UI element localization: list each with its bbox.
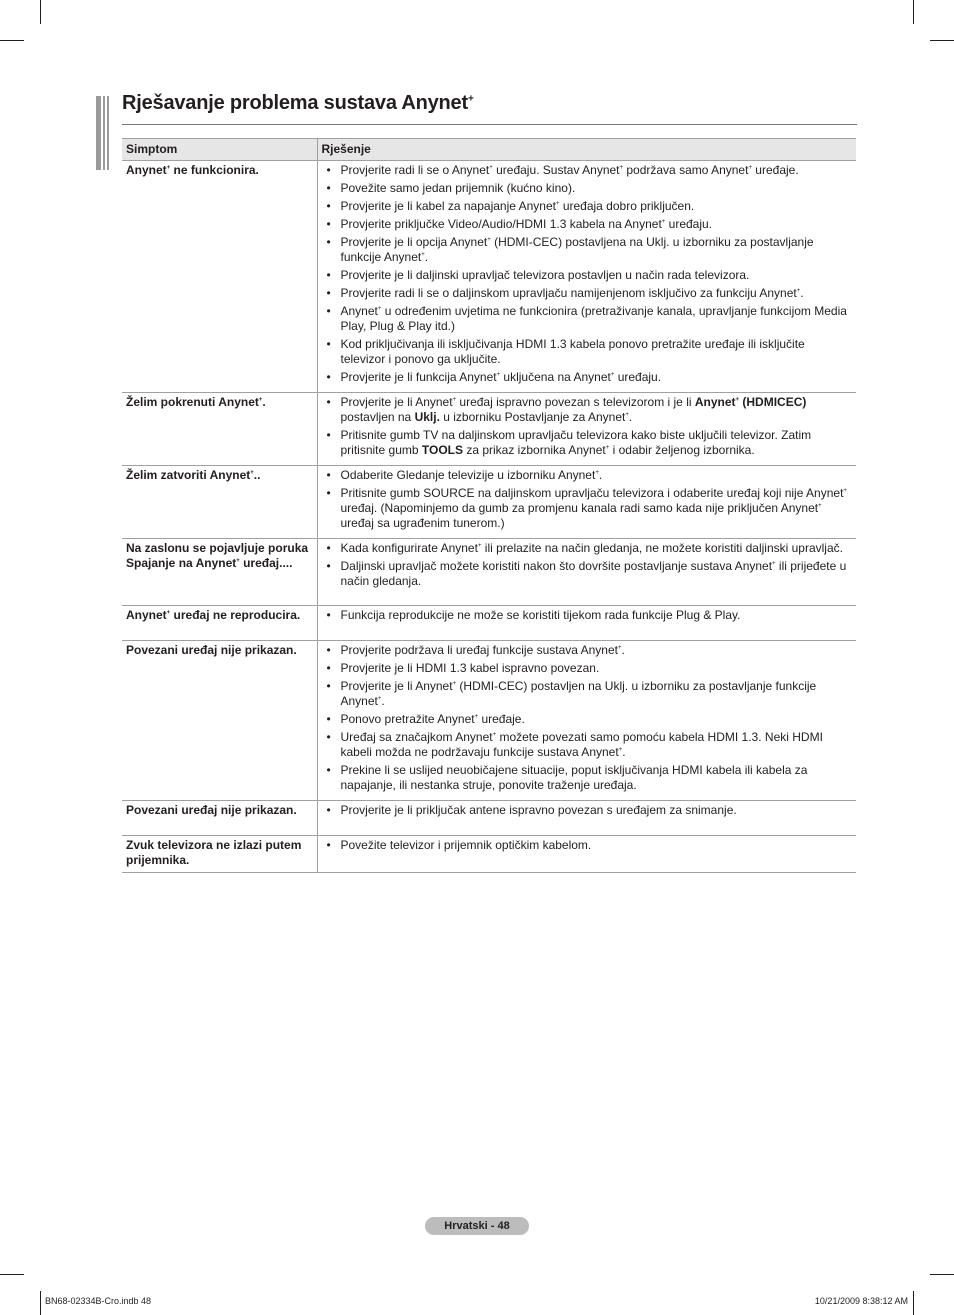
crop-mark (0, 40, 24, 41)
decor-bar (107, 96, 109, 170)
solution-cell (317, 161, 856, 393)
superscript-plus: + (236, 558, 240, 564)
page-title (122, 92, 474, 115)
solution-cell (317, 393, 856, 466)
bold-term: TOOLS (421, 443, 463, 457)
crop-mark (930, 1274, 954, 1275)
superscript-plus: + (617, 645, 622, 651)
column-header-symptom: Simptom (122, 139, 317, 161)
superscript-plus: + (377, 306, 382, 312)
table-row (122, 539, 856, 606)
solution-list (322, 468, 853, 531)
solution-item: • Ponovo pretražite Anynet+ uređaje. (322, 712, 853, 727)
superscript-plus: + (625, 412, 629, 418)
solution-item: • Provjerite je li HDMI 1.3 kabel ispravno povezan. (322, 661, 853, 676)
superscript-plus: + (452, 681, 457, 687)
column-header-solution: Rješenje (317, 139, 856, 161)
solution-item: • Daljinski upravljač možete koristiti nakon što dovršite postavljanje sustava Anynet+ ili prijeđete u način gledanja. (322, 559, 853, 589)
solution-list (322, 395, 853, 458)
solution-item: • Provjerite podržava li uređaj funkcije sustava Anynet+. (322, 643, 853, 658)
crop-mark (0, 1274, 24, 1275)
solution-item: • Anynet+ u određenim uvjetima ne funkcionira (pretraživanje kanala, upravljanje funkcijom Media Play, Plug & Play itd.) (322, 304, 853, 334)
table-row (122, 801, 856, 836)
solution-cell (317, 606, 856, 641)
troubleshooting-table (122, 138, 856, 873)
page-title-text: Rješavanje problema sustava Anynet (122, 92, 468, 114)
superscript-plus: + (772, 561, 776, 567)
solution-cell (317, 466, 856, 539)
table-row (122, 606, 856, 641)
footer-file-info: BN68-02334B-Cro.indb 48 (45, 1296, 152, 1306)
solution-item: • Pritisnite gumb TV na daljinskom upravljaču televizora kako biste uključili televizor. Zatim pritisnite gumb TOOLS za prikaz izbornika Anynet+ i odabir željenog izbornika. (322, 428, 853, 458)
bold-term: Uklj. (414, 410, 440, 424)
solution-list (322, 608, 853, 623)
decor-bar (96, 96, 101, 170)
solution-item: • Kod priključivanja ili isključivanja HDMI 1.3 kabela ponovo pretražite uređaje ili isključite televizor i ponovo ga uključite. (322, 337, 853, 367)
superscript-plus: + (661, 219, 666, 225)
superscript-plus: + (619, 165, 624, 171)
symptom-cell: Zvuk televizora ne izlazi putem prijemnika. (122, 836, 317, 873)
solution-item: • Provjerite je li kabel za napajanje Anynet+ uređaja dobro priključen. (322, 199, 853, 214)
symptom-cell: Anynet+ uređaj ne reproducira. (122, 606, 317, 641)
superscript-plus: + (452, 397, 457, 403)
crop-mark (913, 0, 914, 24)
superscript-plus: + (492, 732, 497, 738)
symptom-cell: Želim zatvoriti Anynet+.. (122, 466, 317, 539)
table-row (122, 161, 856, 393)
solution-list (322, 838, 853, 853)
superscript-plus: + (555, 201, 560, 207)
solution-cell (317, 641, 856, 801)
solution-item: • Provjerite priključke Video/Audio/HDMI 1.3 kabela na Anynet+ uređaju. (322, 217, 853, 232)
solution-item: • Provjerite je li opcija Anynet+ (HDMI-CEC) postavljena na Uklj. u izborniku za postavljanje funkcije Anynet+. (322, 235, 853, 265)
superscript-plus: + (843, 488, 847, 494)
solution-list (322, 163, 853, 385)
symptom-cell: Na zaslonu se pojavljuje poruka Spajanje na Anynet+ uređaj.... (122, 539, 317, 606)
superscript-plus: + (595, 470, 599, 476)
superscript-plus: + (496, 372, 501, 378)
superscript-plus: + (250, 470, 254, 476)
page-title-sup: + (467, 93, 474, 105)
decor-bar (103, 96, 105, 170)
superscript-plus: + (474, 714, 479, 720)
table-row (122, 466, 856, 539)
superscript-plus: + (796, 288, 801, 294)
solution-item: • Povežite samo jedan prijemnik (kućno kino). (322, 181, 853, 196)
crop-mark (40, 0, 41, 24)
page-number-label: Hrvatski - 48 (425, 1217, 529, 1235)
solution-item: • Povežite televizor i prijemnik optičkim kabelom. (322, 838, 853, 853)
superscript-plus: + (166, 165, 171, 171)
superscript-plus: + (421, 252, 425, 258)
table-body (122, 161, 856, 873)
solution-item: • Kada konfigurirate Anynet+ ili prelazite na način gledanja, ne možete koristiti daljinski upravljač. (322, 541, 853, 556)
superscript-plus: + (487, 237, 491, 243)
superscript-plus: + (818, 503, 822, 509)
table-header-row (122, 139, 856, 161)
bold-term: Anynet+ (HDMICEC) (694, 395, 807, 409)
table-row (122, 641, 856, 801)
solution-item: • Provjerite radi li se o Anynet+ uređaju. Sustav Anynet+ podržava samo Anynet+ uređaje. (322, 163, 853, 178)
crop-mark (930, 40, 954, 41)
superscript-plus: + (477, 543, 482, 549)
solution-cell (317, 539, 856, 606)
solution-item: • Odaberite Gledanje televizije u izborniku Anynet+. (322, 468, 853, 483)
superscript-plus: + (605, 445, 610, 451)
symptom-cell: Želim pokrenuti Anynet+. (122, 393, 317, 466)
symptom-cell: Povezani uređaj nije prikazan. (122, 641, 317, 801)
crop-mark (40, 1291, 41, 1315)
solution-item: • Uređaj sa značajkom Anynet+ možete povezati samo pomoću kabela HDMI 1.3. Neki HDMI kabeli možda ne podržavaju funkcije sustava Anynet+. (322, 730, 853, 760)
superscript-plus: + (489, 165, 493, 171)
solution-item: • Provjerite je li Anynet+ uređaj ispravno povezan s televizorom i je li Anynet+ (HDMICEC) postavljen na Uklj. u izborniku Postavljanje za Anynet+. (322, 395, 853, 425)
table-row (122, 393, 856, 466)
symptom-cell: Povezani uređaj nije prikazan. (122, 801, 317, 836)
solution-list (322, 803, 853, 818)
solution-cell (317, 801, 856, 836)
title-decoration-bars (96, 96, 110, 170)
solution-item: • Pritisnite gumb SOURCE na daljinskom upravljaču televizora i odaberite uređaj koji nije Anynet+ uređaj. (Napominjemo da gumb za promjenu kanala radi samo kada nije priključen Anynet+ uređaj sa ugrađenim tunerom.) (322, 486, 853, 531)
solution-list (322, 643, 853, 793)
solution-item: • Prekine li se uslijed neuobičajene situacije, poput isključivanja HDMI kabela ili kabela za napajanje, ili nestanka struje, ponovite traženje uređaja. (322, 763, 853, 793)
superscript-plus: + (166, 610, 171, 616)
title-rule (122, 124, 857, 125)
superscript-plus: + (610, 372, 615, 378)
superscript-plus: + (258, 397, 263, 403)
solution-item: • Provjerite radi li se o daljinskom upravljaču namijenjenom isključivo za funkciju Anynet+. (322, 286, 853, 301)
solution-cell (317, 836, 856, 873)
solution-list (322, 541, 853, 589)
solution-item: • Provjerite je li priključak antene ispravno povezan s uređajem za snimanje. (322, 803, 853, 818)
table-row (122, 836, 856, 873)
solution-item: • Provjerite je li daljinski upravljač televizora postavljen u način rada televizora. (322, 268, 853, 283)
solution-item: • Provjerite je li Anynet+ (HDMI-CEC) postavljen na Uklj. u izborniku za postavljanje funkcije Anynet+. (322, 679, 853, 709)
crop-mark (913, 1291, 914, 1315)
symptom-cell: Anynet+ ne funkcionira. (122, 161, 317, 393)
superscript-plus: + (618, 747, 623, 753)
solution-item: • Provjerite je li funkcija Anynet+ uključena na Anynet+ uređaju. (322, 370, 853, 385)
superscript-plus: + (735, 397, 740, 403)
solution-item: • Funkcija reprodukcije ne može se koristiti tijekom rada funkcije Plug & Play. (322, 608, 853, 623)
superscript-plus: + (377, 696, 382, 702)
superscript-plus: + (748, 165, 752, 171)
footer-timestamp: 10/21/2009 8:38:12 AM (814, 1296, 908, 1306)
